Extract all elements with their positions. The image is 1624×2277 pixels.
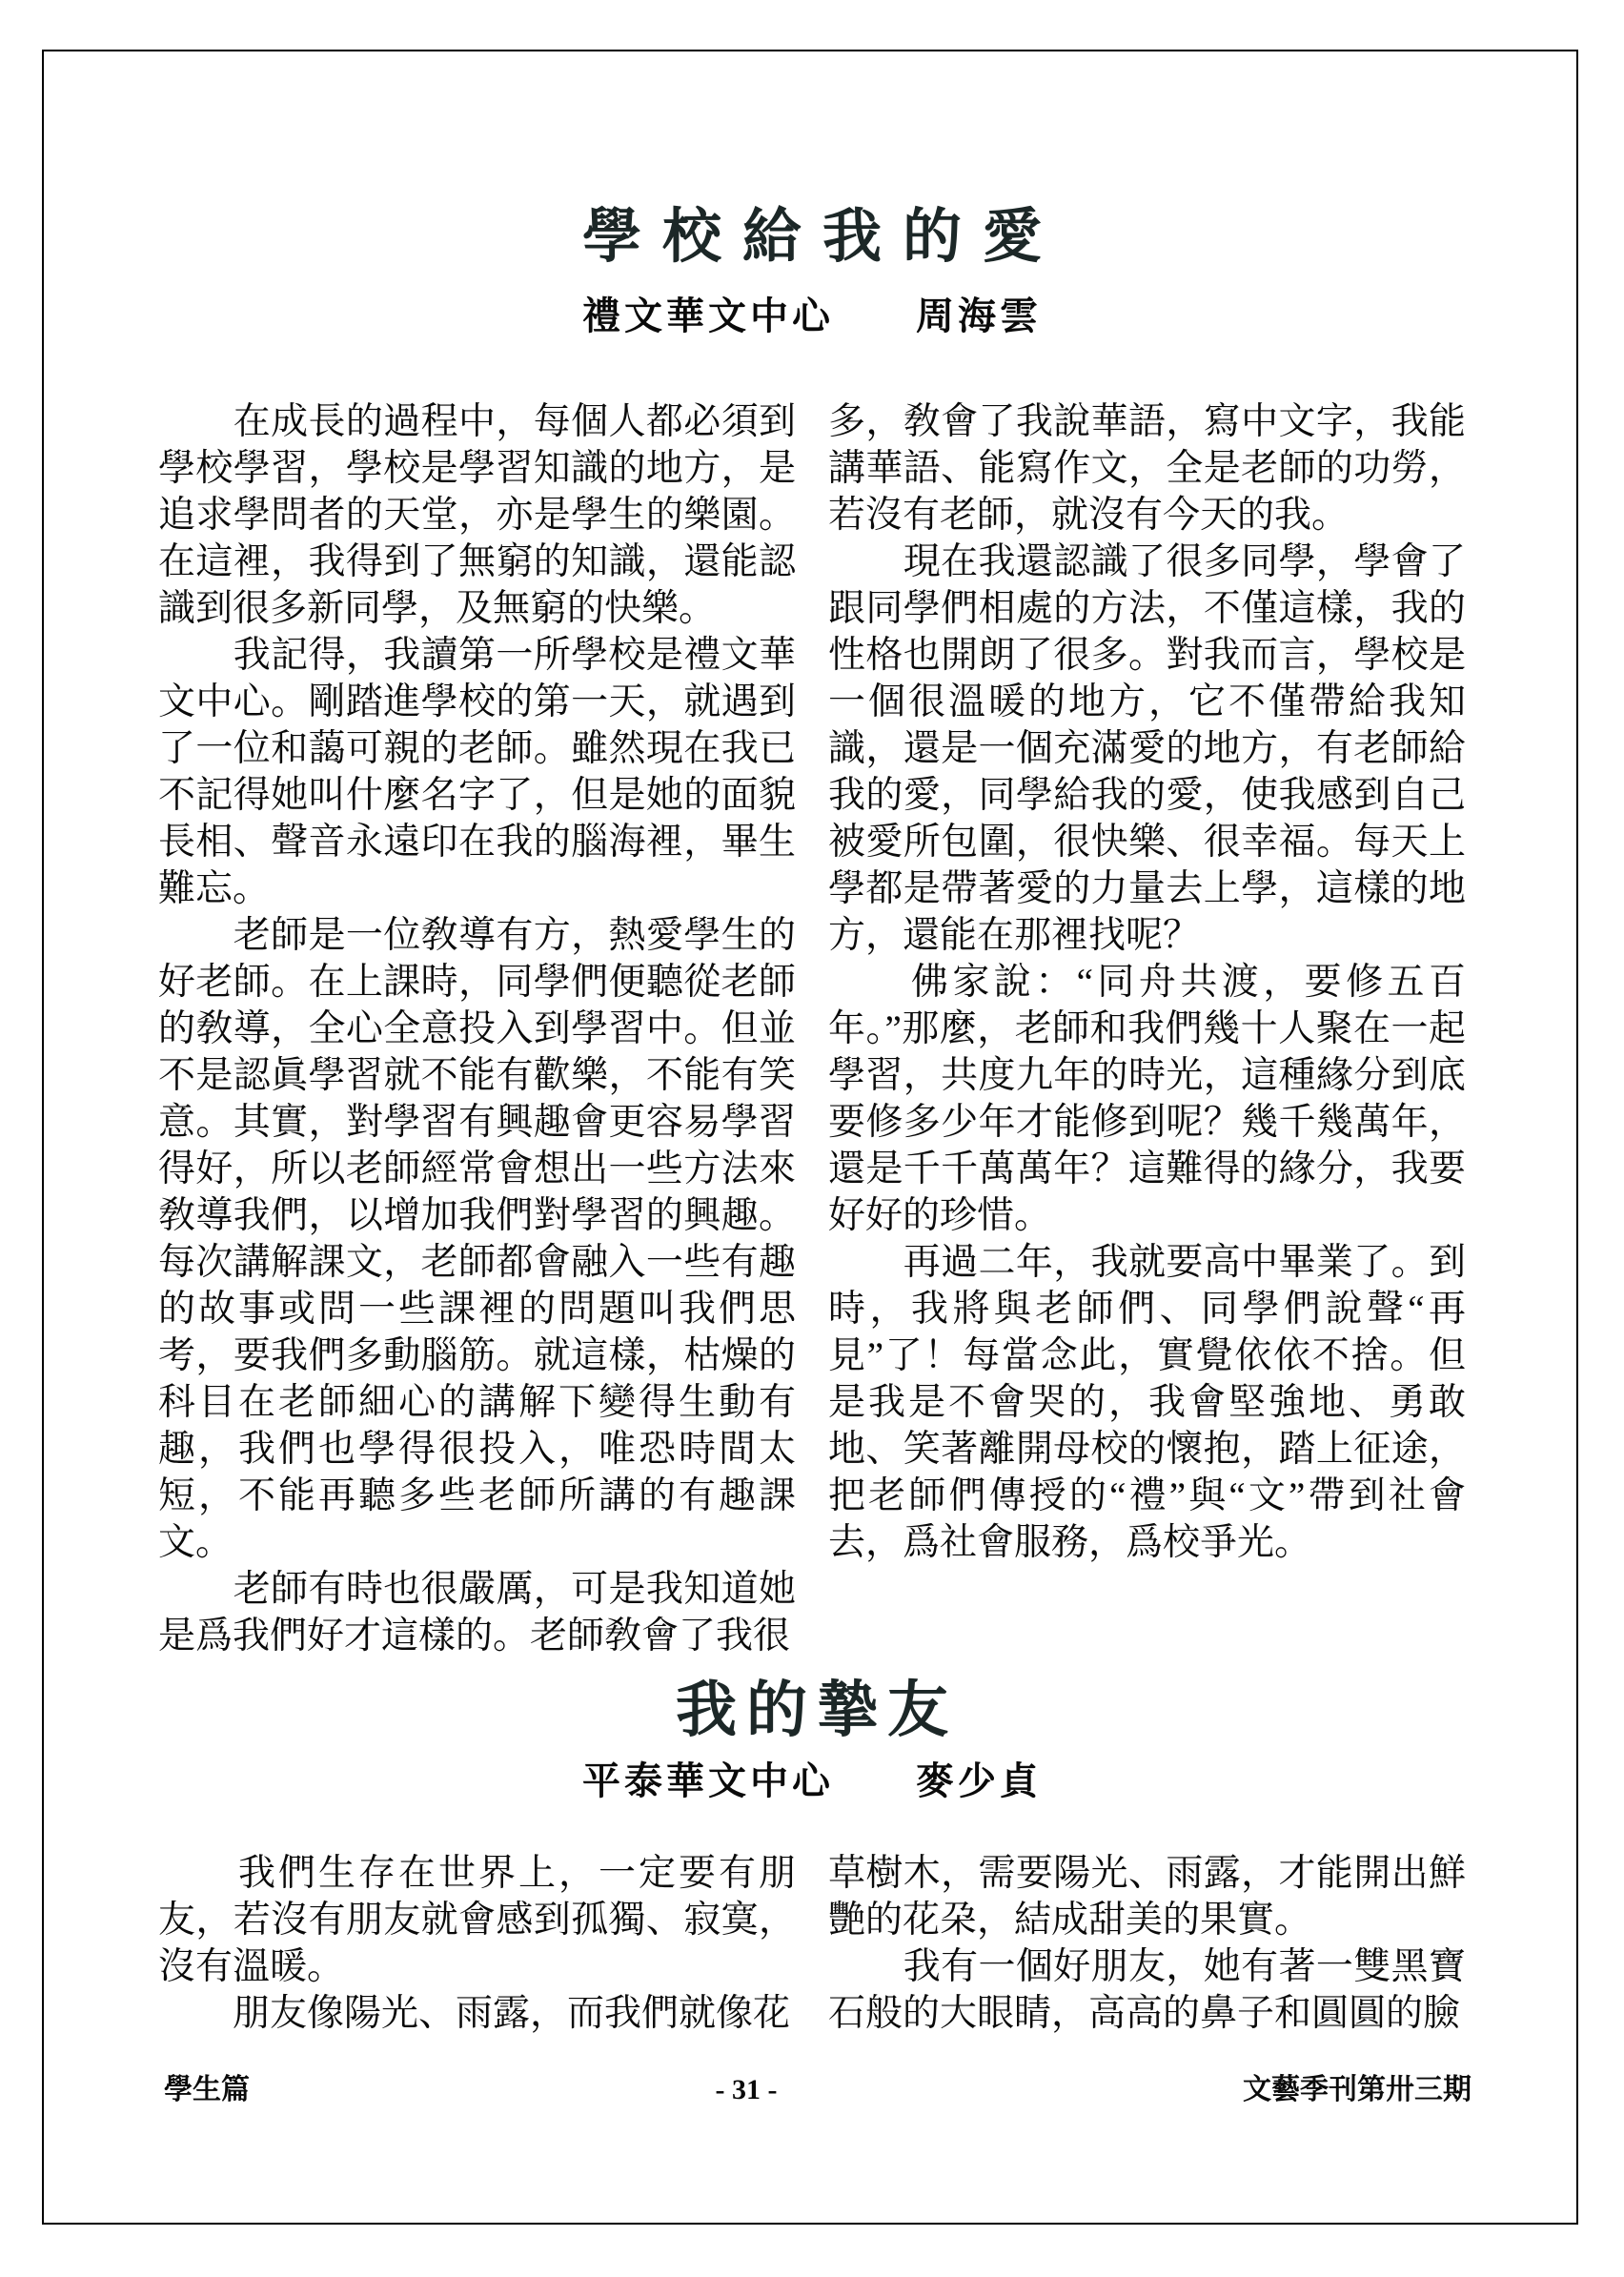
paragraph: 我們生存在世界上，一定要有朋友，若沒有朋友就會感到孤獨、寂寞，沒有溫暖。 [158,1853,796,1987]
essay1-right-column [828,398,1466,1659]
paragraph: 佛家說：“同舟共渡，要修五百年。”那麼，老師和我們幾十人聚在一起學習，共度九年的時光，這種緣分到底要修多少年才能修到呢？幾千幾萬年，還是千千萬萬年？這難得的緣分，我要好好的珍惜。 [828,962,1466,1236]
essay2-right-column [828,1850,1466,2037]
paragraph: 老師有時也很嚴厲，可是我知道她是爲我們好才這樣的。老師敎會了我很 [158,1569,796,1657]
essay1-title: 學校給我的愛 [581,205,1063,270]
essay2-left-column [158,1850,796,2037]
paragraph: 我有一個好朋友，她有著一雙黑寶石般的大眼睛，高高的鼻子和圓圓的臉 [828,1946,1466,2034]
paragraph: 多，敎會了我說華語，寫中文字，我能講華語、能寫作文，全是老師的功勞，若沒有老師，就沒有今天的我。 [828,401,1466,536]
essay1-left-column [158,398,796,1659]
paragraph: 現在我還認識了很多同學，學會了跟同學們相處的方法，不僅這樣，我的性格也開朗了很多。對我而言，學校是一個很溫暖的地方，它不僅帶給我知識，還是一個充滿愛的地方，有老師給我的愛，同學給我的愛，使我感到自己被愛所包圍，很快樂、很幸福。每天上學都是帶著愛的力量去上學，這樣的地方，還能在那裡找呢？ [828,541,1466,956]
essay1-columns [158,398,1466,1659]
paragraph: 朋友像陽光、雨露，而我們就像花 [158,1993,791,2034]
essay1-byline-author: 周海雲 [916,295,1042,337]
essay1-byline-school: 禮文華文中心 [582,295,834,337]
footer-section: 學生篇 [164,2074,250,2105]
essay2-title: 我的摯友 [676,1677,958,1744]
paragraph: 草樹木，需要陽光、雨露，才能開出鮮艷的花朶，結成甜美的果實。 [828,1853,1466,1941]
essay1-byline [158,297,1466,335]
paragraph: 我記得，我讀第一所學校是禮文華文中心。剛踏進學校的第一天，就遇到了一位和藹可親的老師。雖然現在我已不記得她叫什麼名字了，但是她的面貌長相、聲音永遠印在我的腦海裡，畢生難忘。 [158,635,796,909]
page-footer [164,2074,1472,2105]
paragraph: 在成長的過程中，每個人都必須到學校學習，學校是學習知識的地方，是追求學問者的天堂，亦是學生的樂園。在這裡，我得到了無窮的知識，還能認識到很多新同學，及無窮的快樂。 [158,401,796,629]
paragraph: 老師是一位敎導有方，熱愛學生的好老師。在上課時，同學們便聽從老師的敎導，全心全意投入到學習中。但並不是認眞學習就不能有歡樂，不能有笑意。其實，對學習有興趣會更容易學習得好，所以老師經常會想出一些方法來敎導我們，以增加我們對學習的興趣。每次講解課文，老師都會融入一些有趣的故事或問一些課裡的問題叫我們思考，要我們多動腦筋。就這樣，枯燥的科目在老師細心的講解下變得生動有趣，我們也學得很投入，唯恐時間太短，不能再聽多些老師所講的有趣課文。 [158,915,796,1563]
footer-page-number: - 31 - [715,2074,778,2105]
essay2-byline-author: 麥少貞 [916,1759,1042,1802]
essay2-byline-school: 平泰華文中心 [582,1759,834,1802]
essay2-byline [158,1759,1466,1802]
essay2-columns [158,1850,1466,2037]
footer-publication: 文藝季刊第卅三期 [1242,2074,1472,2105]
paragraph: 再過二年，我就要高中畢業了。到時，我將與老師們、同學們說聲“再見”了！每當念此，實覺依依不捨。但是我是不會哭的，我會堅強地、勇敢地、笑著離開母校的懷抱，踏上征途，把老師們傳授的“禮”與“文”帶到社會去，爲社會服務，爲校爭光。 [828,1242,1466,1563]
